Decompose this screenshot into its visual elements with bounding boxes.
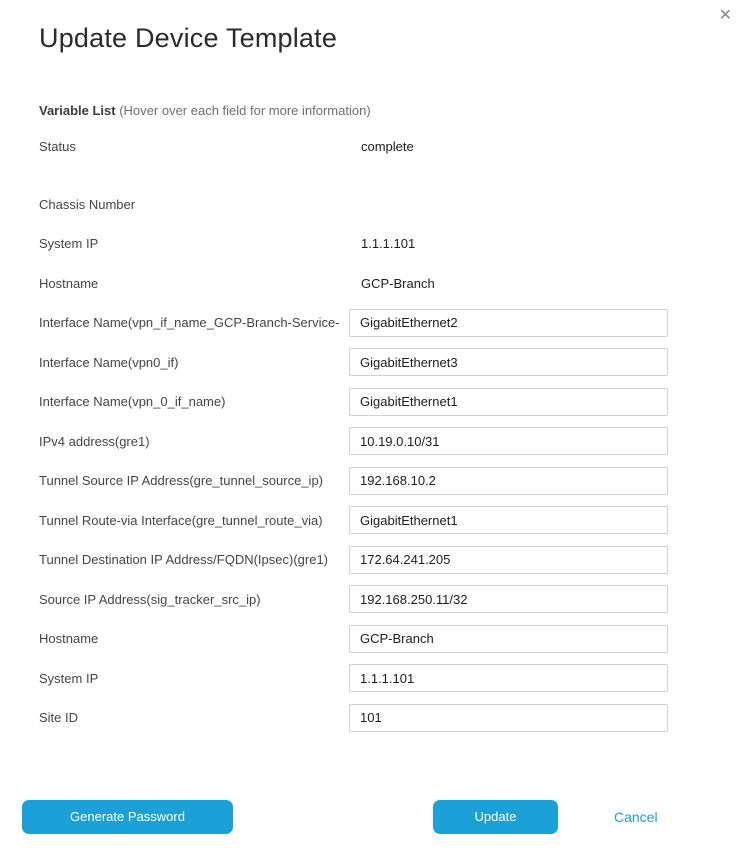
- field-row: [0, 659, 752, 699]
- field-label: Hostname: [39, 631, 99, 647]
- field-row: [0, 698, 752, 738]
- field-input[interactable]: [349, 625, 668, 653]
- field-input[interactable]: [349, 546, 668, 574]
- field-input-wrap: [349, 546, 668, 574]
- field-label: Tunnel Source IP Address(gre_tunnel_source_ip): [39, 473, 324, 489]
- field-label: Interface Name(vpn_0_if_name): [39, 394, 226, 410]
- field-row: [0, 382, 752, 422]
- field-input-wrap: [349, 506, 668, 534]
- field-row: [0, 343, 752, 383]
- field-input[interactable]: [349, 309, 668, 337]
- variable-list-title: Variable List: [39, 103, 116, 118]
- field-row: [0, 303, 752, 343]
- field-input[interactable]: [349, 585, 668, 613]
- field-row: [0, 224, 752, 264]
- field-input-wrap: [349, 309, 668, 337]
- cancel-button[interactable]: Cancel: [614, 800, 658, 834]
- field-label: Status: [39, 139, 76, 155]
- variable-list-heading: [0, 103, 752, 119]
- field-input-wrap: [349, 664, 668, 692]
- field-value: 1.1.1.101: [361, 236, 416, 252]
- field-input-wrap: [349, 348, 668, 376]
- page-title: Update Device Template: [39, 23, 338, 53]
- field-rows: [0, 127, 752, 738]
- field-input[interactable]: [349, 704, 668, 732]
- field-input-wrap: [349, 625, 668, 653]
- update-button[interactable]: Update: [433, 800, 558, 834]
- field-label: IPv4 address(gre1): [39, 433, 150, 449]
- field-row: [0, 185, 752, 225]
- field-input[interactable]: [349, 348, 668, 376]
- field-input[interactable]: [349, 664, 668, 692]
- field-input[interactable]: [349, 467, 668, 495]
- field-value: GCP-Branch: [361, 275, 435, 291]
- field-label: System IP: [39, 670, 99, 686]
- field-input-wrap: [349, 704, 668, 732]
- field-value: complete: [361, 139, 414, 155]
- close-icon[interactable]: ✕: [718, 7, 732, 24]
- field-row: [0, 127, 752, 167]
- field-input-wrap: [349, 585, 668, 613]
- field-label: Hostname: [39, 275, 99, 291]
- field-input-wrap: [349, 427, 668, 455]
- field-input-wrap: [349, 467, 668, 495]
- field-label: Tunnel Route-via Interface(gre_tunnel_route_via): [39, 512, 323, 528]
- field-label: Interface Name(vpn_if_name_GCP-Branch-Service-: [39, 315, 340, 331]
- field-row: [0, 580, 752, 620]
- field-label: System IP: [39, 236, 99, 252]
- field-input[interactable]: [349, 506, 668, 534]
- footer: [0, 800, 752, 834]
- field-label: Source IP Address(sig_tracker_src_ip): [39, 591, 261, 607]
- variable-list-hint: (Hover over each field for more information): [119, 103, 371, 118]
- field-row: [0, 422, 752, 462]
- field-label: Site ID: [39, 710, 79, 726]
- field-input-wrap: [349, 388, 668, 416]
- field-row: [0, 501, 752, 541]
- field-input[interactable]: [349, 427, 668, 455]
- field-row: [0, 540, 752, 580]
- field-input[interactable]: [349, 388, 668, 416]
- field-row: [0, 619, 752, 659]
- field-label: Interface Name(vpn0_if): [39, 354, 179, 370]
- generate-password-button[interactable]: Generate Password: [22, 800, 233, 834]
- field-row: [0, 461, 752, 501]
- field-row: [0, 264, 752, 304]
- field-label: Tunnel Destination IP Address/FQDN(Ipsec)(gre1): [39, 552, 329, 568]
- field-label: Chassis Number: [39, 196, 136, 212]
